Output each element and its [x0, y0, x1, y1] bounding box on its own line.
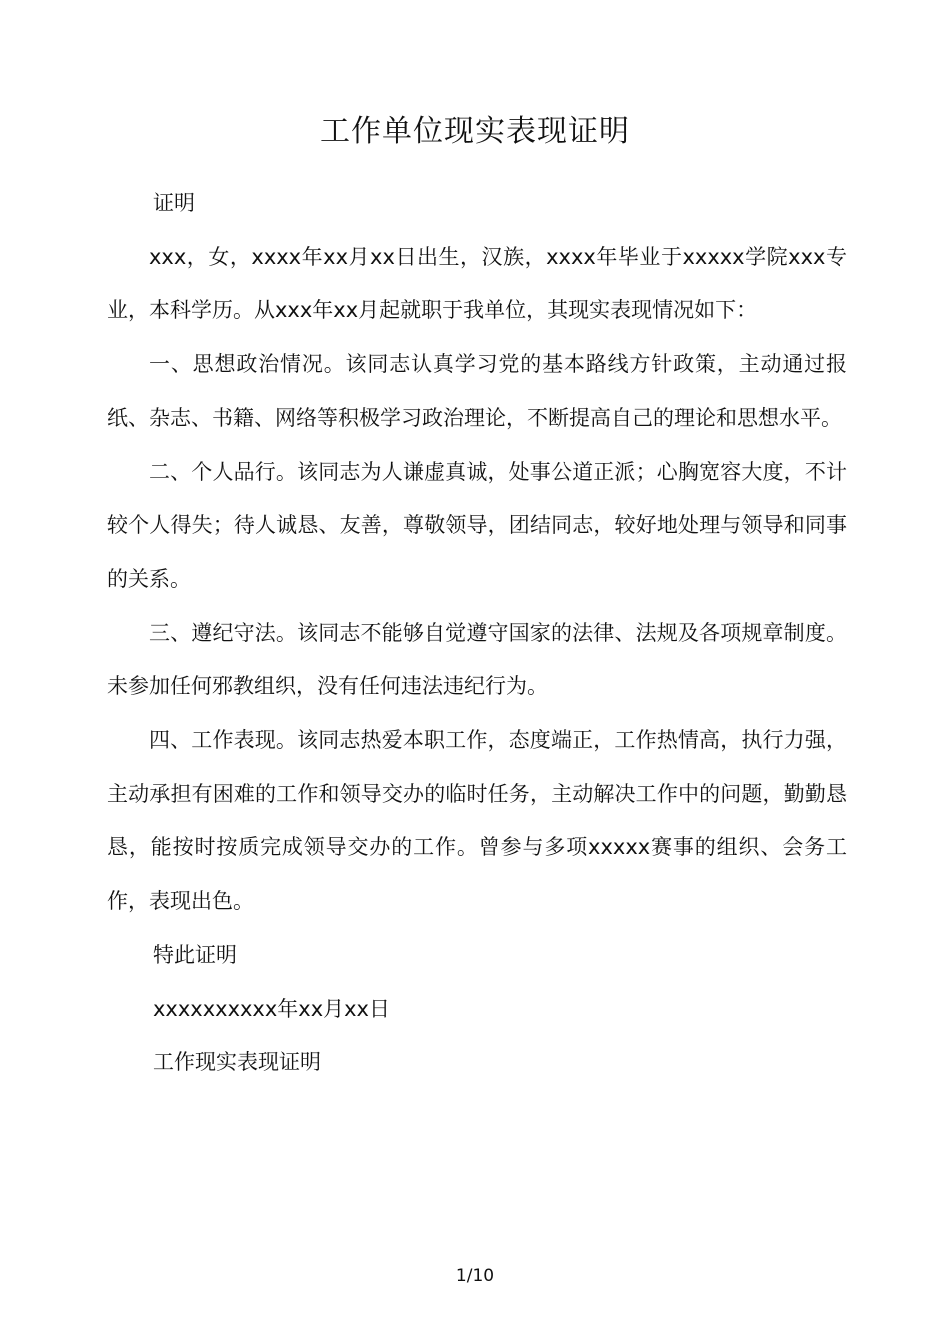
- document-body: [107, 177, 847, 1090]
- closing-line: 特此证明: [153, 942, 237, 967]
- date-line: xxxxxxxxxx年xx月xx日: [153, 996, 390, 1021]
- page-number: 1/10: [455, 1266, 495, 1286]
- paragraph-political: 一、思想政治情况。该同志认真学习党的基本路线方针政策，主动通过报纸、杂志、书籍、网络等积极学习政治理论，不断提高自己的理论和思想水平。: [107, 352, 847, 430]
- paragraph-discipline: 三、遵纪守法。该同志不能够自觉遵守国家的法律、法规及各项规章制度。未参加任何邪教组织，没有任何违法违纪行为。: [107, 620, 847, 699]
- document-title: 工作单位现实表现证明: [320, 114, 630, 149]
- paragraph-intro: xxx，女，xxxx年xx月xx日出生，汉族，xxxx年毕业于xxxxx学院xxx专业，本科学历。从xxx年xx月起就职于我单位，其现实表现情况如下：: [107, 244, 847, 323]
- salutation: 证明: [153, 191, 195, 215]
- paragraph-work: 四、工作表现。该同志热爱本职工作，态度端正，工作热情高，执行力强，主动承担有困难的工作和领导交办的临时任务，主动解决工作中的问题，勤勤恳恳，能按时按质完成领导交办的工作。曾参与多项xxxxx赛事的组织、会务工作，表现出色。: [107, 728, 847, 914]
- trailing-title: 工作现实表现证明: [153, 1050, 321, 1075]
- paragraph-character: 二、个人品行。该同志为人谦虚真诚，处事公道正派；心胸宽容大度，不计较个人得失；待人诚恳、友善，尊敬领导，团结同志，较好地处理与领导和同事的关系。: [107, 459, 847, 591]
